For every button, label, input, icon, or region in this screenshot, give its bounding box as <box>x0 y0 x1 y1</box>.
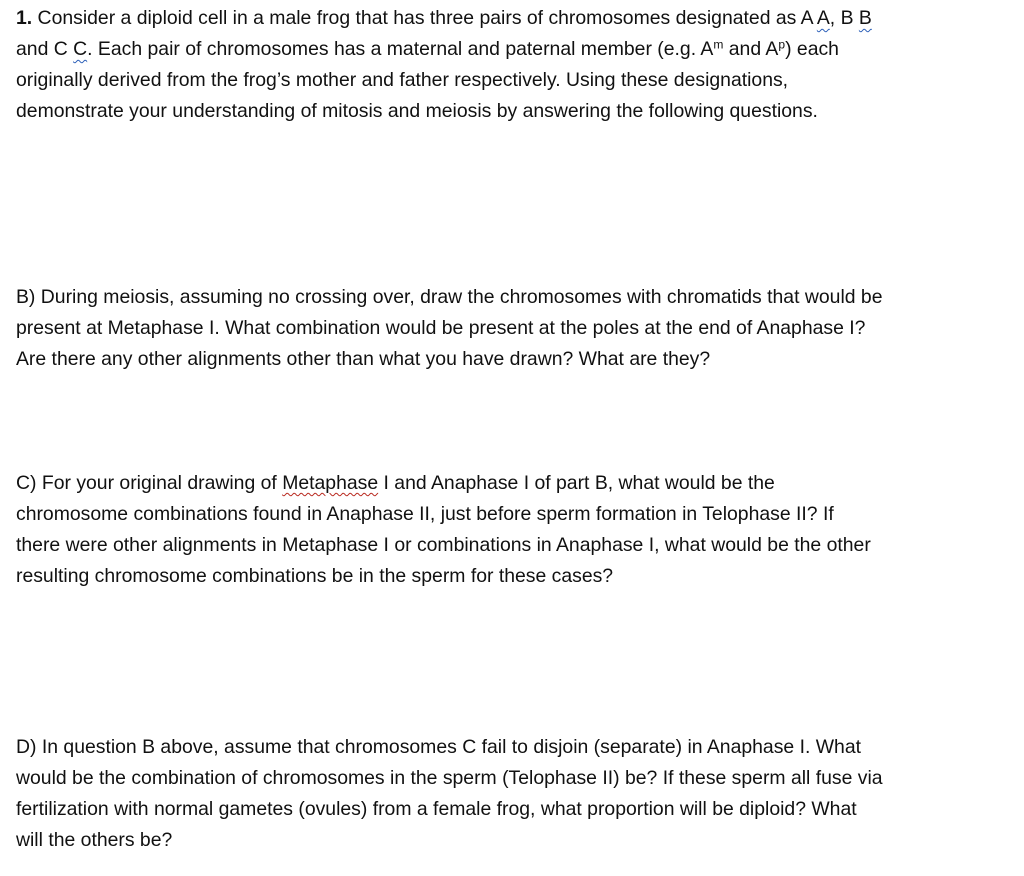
question-b-line-2: present at Metaphase I. What combination would be present at the poles at the end of Anaphase I? <box>16 317 866 339</box>
question-1-line-2: and C C. Each pair of chromosomes has a maternal and paternal member (e.g. $A^m$ and $A^p$) each <box>16 37 839 60</box>
spellcheck-word-metaphase: Metaphase <box>282 472 379 494</box>
question-d-line-4: will the others be? <box>16 829 173 851</box>
question-c <box>16 468 1006 592</box>
question-c-line-2: chromosome combinations found in Anaphase II, just before sperm formation in Telophase II? If <box>16 503 834 525</box>
question-1-line-1: 1. Consider a diploid cell in a male frog that has three pairs of chromosomes designated as A A, B B <box>16 7 872 29</box>
question-number: 1. <box>16 7 33 29</box>
question-b <box>16 282 1006 375</box>
question-c-line-4: resulting chromosome combinations be in the sperm for these cases? <box>16 565 614 587</box>
underlined-chromosome-b: B <box>858 7 872 29</box>
question-d-line-2: would be the combination of chromosomes in the sperm (Telophase II) be? If these sperm all fuse via <box>16 767 883 789</box>
question-c-line-3: there were other alignments in Metaphase I or combinations in Anaphase I, what would be the other <box>16 534 871 556</box>
question-c-line-1: C) For your original drawing of Metaphase I and Anaphase I of part B, what would be the <box>16 472 775 494</box>
question-d-line-1: D) In question B above, assume that chromosomes C fail to disjoin (separate) in Anaphase I. What <box>16 736 861 758</box>
question-1-line-3: originally derived from the frog’s mother and father respectively. Using these designations, <box>16 69 789 91</box>
underlined-chromosome-c: C <box>73 38 88 60</box>
question-1-line-4: demonstrate your understanding of mitosis and meiosis by answering the following questions. <box>16 100 818 122</box>
question-d-line-3: fertilization with normal gametes (ovules) from a female frog, what proportion will be diploid? What <box>16 798 857 820</box>
question-b-line-3: Are there any other alignments other than what you have drawn? What are they? <box>16 348 711 370</box>
question-1 <box>16 3 1006 127</box>
paternal-superscript: p <box>778 37 786 52</box>
underlined-chromosome-a: A <box>816 7 830 29</box>
maternal-superscript: m <box>713 37 724 52</box>
question-d <box>16 732 1006 856</box>
question-b-line-1: B) During meiosis, assuming no crossing over, draw the chromosomes with chromatids that would be <box>16 286 883 308</box>
